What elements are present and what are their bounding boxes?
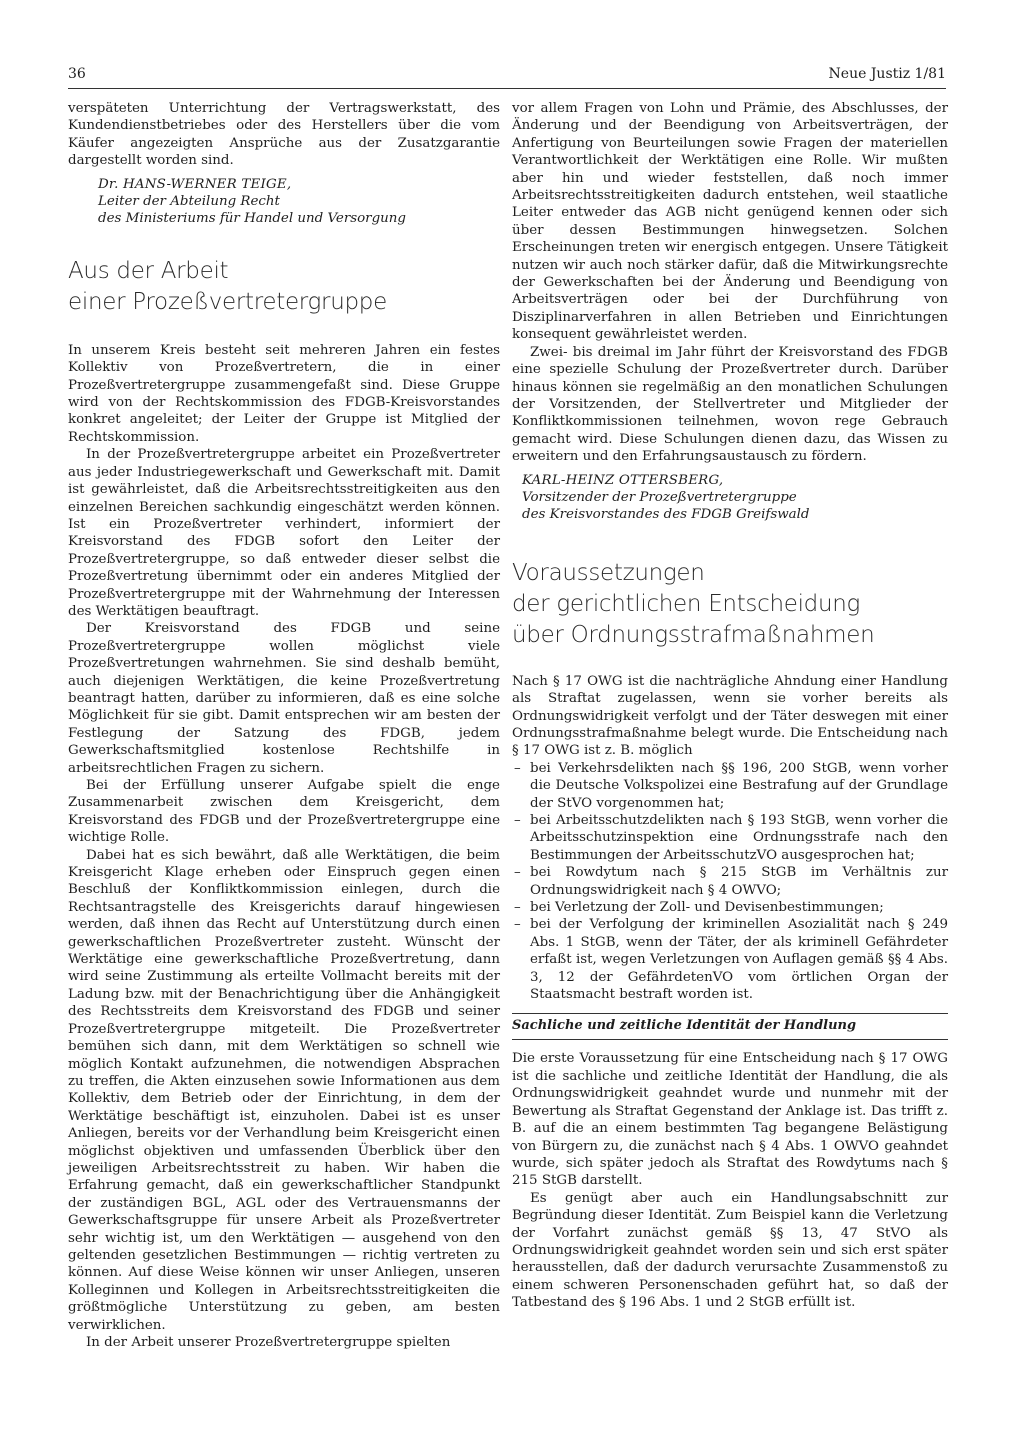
article-title-line-2: einer Prozeßvertretergruppe: [68, 288, 387, 315]
article-title-line-2: der gerichtlichen Entscheidung: [512, 590, 861, 617]
page-number: 36: [68, 66, 86, 82]
paragraph: Bei der Erfüllung unserer Aufgabe spielt die enge Zusammenarbeit zwischen dem Kreisgericht, dem Kreisvorstand des FDGB und der Prozeßvertretergruppe eine wichtige Rolle.: [68, 778, 500, 846]
signature-organization: des Kreisvorstandes des FDGB Greifswald: [522, 507, 810, 523]
signature-name: Dr. HANS-WERNER TEIGE,: [98, 176, 292, 192]
article-title-line-3: über Ordnungsstrafmaßnahmen: [512, 621, 875, 648]
paragraph: Nach § 17 OWG ist die nachträgliche Ahndung einer Handlung als Straftat zugelassen, wenn sie vorher bereits als Ordnungswidrigkeit verfolgt und der Täter deswegen mit einer Ordnungsstrafmaßnahme belegt wurde. Die Entscheidung nach § 17 OWG ist z. B. möglich: [512, 673, 948, 759]
list-item: – bei Arbeitsschutzdelikten nach § 193 StGB, wenn vorher die Arbeitsschutzinspektion eine Ordnungsstrafe nach den Bestimmungen der ArbeitsschutzVO ausgesprochen hat;: [512, 812, 948, 864]
signature-name: KARL-HEINZ OTTERSBERG,: [522, 472, 724, 488]
list-item: – bei Verletzung der Zoll- und Devisenbestimmungen;: [512, 899, 948, 916]
paragraph: In unserem Kreis besteht seit mehreren Jahren ein festes Kollektiv von Prozeßvertretern, die in einer Prozeßvertretergruppe zusammengefaßt sind. Diese Gruppe wird von der Rechtskommission des FDGB-Kreisvorstandes konkret angeleitet; der Leiter der Gruppe ist Mitglied der Rechtskommission.: [68, 342, 500, 445]
signature-teige: [68, 176, 500, 228]
paragraph: Die erste Voraussetzung für eine Entscheidung nach § 17 OWG ist die sachliche und zeitliche Identität der Handlung, die als Ordnungswidrigkeit geahndet wurde und nunmehr mit der Bewertung als Straftat Gegenstand der Anklage ist. Das trifft z. B. auf die an einem bestimmten Tag begangene Belästigung von Bürgern zu, die zunächst nach § 4 Abs. 1 OWVO geahndet wurde, sich später jedoch als Straftat des Rowdytums nach § 215 StGB darstellt.: [512, 1051, 948, 1189]
subheading: Sachliche und zeitliche Identität der Handlung: [512, 1013, 948, 1035]
article-title-line-1: Voraussetzungen: [512, 559, 705, 586]
intro-paragraph: verspäteten Unterrichtung der Vertragswerkstatt, des Kundendienstbetriebes oder des Herstellers über die vom Käufer angezeigten Ansprüche aus der Zusatzgarantie dargestellt worden sind.: [68, 101, 500, 169]
right-column: [512, 100, 948, 1312]
paragraph: Es genügt aber auch ein Handlungsabschnitt zur Begründung dieser Identität. Zum Beispiel kann die Verletzung der Vorfahrt zunächst gemäß §§ 13, 47 StVO als Ordnungswidrigkeit geahndet worden sein und sich erst später herausstellen, daß der dadurch verursachte Zusammenstoß zu einem schweren Personenschaden geführt hat, so daß der Tatbestand des § 196 Abs. 1 und 2 StGB erfüllt ist.: [512, 1190, 948, 1311]
list-item: – bei der Verfolgung der kriminellen Asozialität nach § 249 Abs. 1 StGB, wenn der Täter, der als kriminell Gefährdeter erfaßt ist, wegen Verletzungen von Auflagen gemäß §§ 4 Abs. 3, 12 der GefährdetenVO vom örtlichen Organ der Staatsmacht bestraft worden ist.: [512, 916, 948, 1003]
paragraph: vor allem Fragen von Lohn und Prämie, des Abschlusses, der Änderung und der Beendigung von Arbeitsverträgen, der Anfertigung von Beurteilungen sowie Fragen der materiellen Verantwortlichkeit der Werktätigen eine Rolle. Wir mußten aber hin und wieder feststellen, daß noch immer Arbeitsrechtsstreitigkeiten dadurch entstehen, weil staatliche Leiter entweder das AGB nicht genügend kennen oder sich über dessen Bestimmungen hinwegsetzen. Solchen Erscheinungen treten wir energisch entgegen. Unsere Tätigkeit nutzen wir auch noch stärker dafür, daß die Mitwirkungsrechte der Gewerkschaften bei der Änderung und Beendigung von Arbeitsverträgen oder bei der Durchführung von Disziplinarverfahren in allen Betrieben und Einrichtungen konsequent gewährleistet werden.: [512, 101, 948, 343]
paragraph: In der Arbeit unserer Prozeßvertretergruppe spielten: [86, 1335, 451, 1350]
list-item: – bei Verkehrsdelikten nach §§ 196, 200 StGB, wenn vorher die Deutsche Volkspolizei eine Bestrafung auf der Grundlage der StVO vorgenommen hat;: [512, 760, 948, 812]
subheading-rule: [512, 1039, 948, 1040]
running-header: [68, 66, 946, 89]
paragraph: Der Kreisvorstand des FDGB und seine Prozeßvertretergruppe wollen möglichst viele Prozeßvertretungen wahrnehmen. Sie sind deshalb bemüht, auch diejenigen Werktätigen, die keine Prozeßvertretung beantragt hatten, darüber zu informieren, daß es eine solche Möglichkeit für sie gibt. Damit entsprechen wir am besten der Festlegung der Satzung des FDGB, jedem Gewerkschaftsmitglied kostenlose Rechtshilfe in arbeitsrechtlichen Fragen zu sichern.: [68, 621, 500, 776]
paragraph: Zwei- bis dreimal im Jahr führt der Kreisvorstand des FDGB eine spezielle Schulung der Prozeßvertreter durch. Darüber hinaus können sie regelmäßig an den monatlichen Schulungen der Vorsitzenden, der Stellvertreter und Mitglieder der Konfliktkommissionen teilnehmen, wovon rege Gebrauch gemacht wird. Diese Schulungen dienen dazu, das Wissen zu erweitern und den Erfahrungsaustausch zu fördern.: [512, 344, 948, 465]
list-item: – bei Rowdytum nach § 215 StGB im Verhältnis zur Ordnungswidrigkeit nach § 4 OWVO;: [512, 864, 948, 899]
signature-ottersberg: [512, 472, 948, 524]
paragraph: In der Prozeßvertretergruppe arbeitet ein Prozeßvertreter aus jeder Industriegewerkschaft und Gewerkschaft mit. Damit ist gewährleistet, daß die Arbeitsrechtsstreitigkeiten aus den einzelnen Bereichen sachkundig eingeschätzt werden können. Ist ein Prozeßvertreter verhindert, informiert der Kreisvorstand des FDGB sofort den Leiter der Prozeßvertretergruppe, so daß entweder dieser selbst die Prozeßvertretung übernimmt oder ein anderes Mitglied der Prozeßvertretergruppe mit der Wahrnehmung der Interessen des Werktätigen beauftragt.: [68, 447, 500, 619]
dash-list: [512, 760, 948, 1004]
article-title: [512, 558, 948, 651]
article-title: [68, 256, 500, 318]
article-title-line-1: Aus der Arbeit: [68, 257, 229, 284]
signature-position: Vorsitzender der Prozeßvertretergruppe: [522, 489, 797, 505]
left-column: [68, 100, 500, 1351]
paragraph: Dabei hat es sich bewährt, daß alle Werktätigen, die beim Kreisgericht Klage erheben oder Einspruch gegen einen Beschluß der Konfliktkommission einlegen, durch die Rechtsantragstelle des Kreisgerichts darauf hingewiesen werden, daß ihnen das Recht auf Unterstützung durch einen gewerkschaftlichen Prozeßvertreter zusteht. Wünscht der Werktätige eine gewerkschaftliche Prozeßvertretung, dann wird seine Zustimmung als erteilte Vollmacht bereits mit der Ladung bzw. mit der Benachrichtigung über die Anhängigkeit des Rechtsstreits dem Kreisvorstand des FDGB und seiner Prozeßvertretergruppe mitgeteilt. Die Prozeßvertreter bemühen sich dann, mit dem Werktätigen so schnell wie möglich Kontakt aufzunehmen, die notwendigen Absprachen zu treffen, die Akten einzusehen sowie Informationen aus dem Kollektiv, dem Betrieb oder der Einrichtung, in dem der Werktätige beschäftigt ist, einzuholen. Dabei ist es unser Anliegen, bereits vor der Verhandlung beim Kreisgericht einen möglichst objektiven und umfassenden Überblick über den jeweiligen Arbeitsrechtsstreit zu haben. Wir haben die Erfahrung gemacht, daß ein gewerkschaftlicher Standpunkt der zuständigen BGL, AGL oder des Vertrauensmanns der Gewerkschaftsgruppe für unsere Arbeit als Prozeßvertreter sehr wichtig ist, um den Werktätigen — ausgehend von den geltenden gesetzlichen Bestimmungen — richtig vertreten zu können. Auf diese Weise können wir unser Anliegen, unseren Kolleginnen und Kollegen in Arbeitsrechtsstreitigkeiten die größtmögliche Unterstützung zu geben, am besten verwirklichen.: [68, 847, 500, 1333]
journal-issue: Neue Justiz 1/81: [828, 66, 946, 82]
signature-ministry: des Ministeriums für Handel und Versorgung: [98, 211, 406, 227]
signature-position: Leiter der Abteilung Recht: [98, 194, 280, 210]
